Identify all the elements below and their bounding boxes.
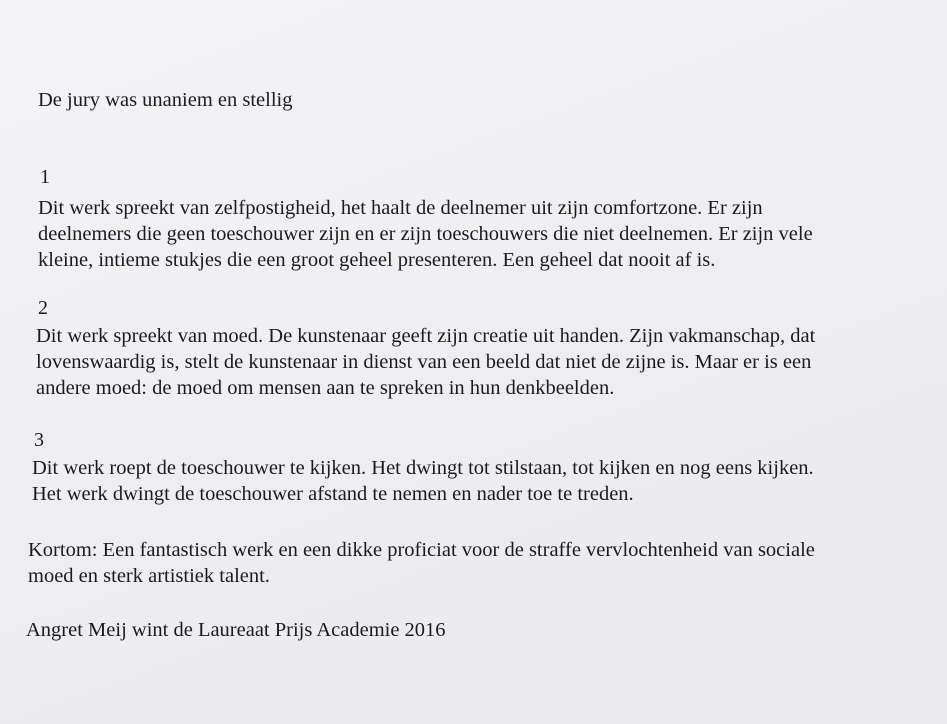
section-line: lovenswaardig is, stelt de kunstenaar in dienst van een beeld dat niet de zijne is. Maar er is een: [36, 351, 812, 373]
section-number: 1: [40, 166, 50, 188]
section-line: Dit werk spreekt van zelfpostigheid, het haalt de deelnemer uit zijn comfortzone. Er zijn: [38, 197, 763, 219]
section-line: Dit werk spreekt van moed. De kunstenaar geeft zijn creatie uit handen. Zijn vakmanschap, dat: [36, 325, 816, 347]
section-line: andere moed: de moed om mensen aan te spreken in hun denkbeelden.: [36, 377, 615, 399]
section-line: deelnemers die geen toeschouwer zijn en er zijn toeschouwers die niet deelnemen. Er zijn vele: [38, 223, 813, 245]
section-line: kleine, intieme stukjes die een groot geheel presenteren. Een geheel dat nooit af is.: [38, 249, 716, 271]
section-number: 2: [38, 297, 48, 319]
closing-statement: Angret Meij wint de Laureaat Prijs Academie 2016: [26, 619, 446, 641]
conclusion-line: moed en sterk artistiek talent.: [28, 565, 270, 587]
section-number: 3: [34, 429, 44, 451]
document-title: De jury was unaniem en stellig: [38, 89, 293, 111]
section-line: Het werk dwingt de toeschouwer afstand te nemen en nader toe te treden.: [32, 483, 634, 505]
conclusion-line: Kortom: Een fantastisch werk en een dikke proficiat voor de straffe vervlochtenheid van sociale: [28, 539, 815, 561]
section-line: Dit werk roept de toeschouwer te kijken. Het dwingt tot stilstaan, tot kijken en nog eens kijken.: [32, 457, 814, 479]
